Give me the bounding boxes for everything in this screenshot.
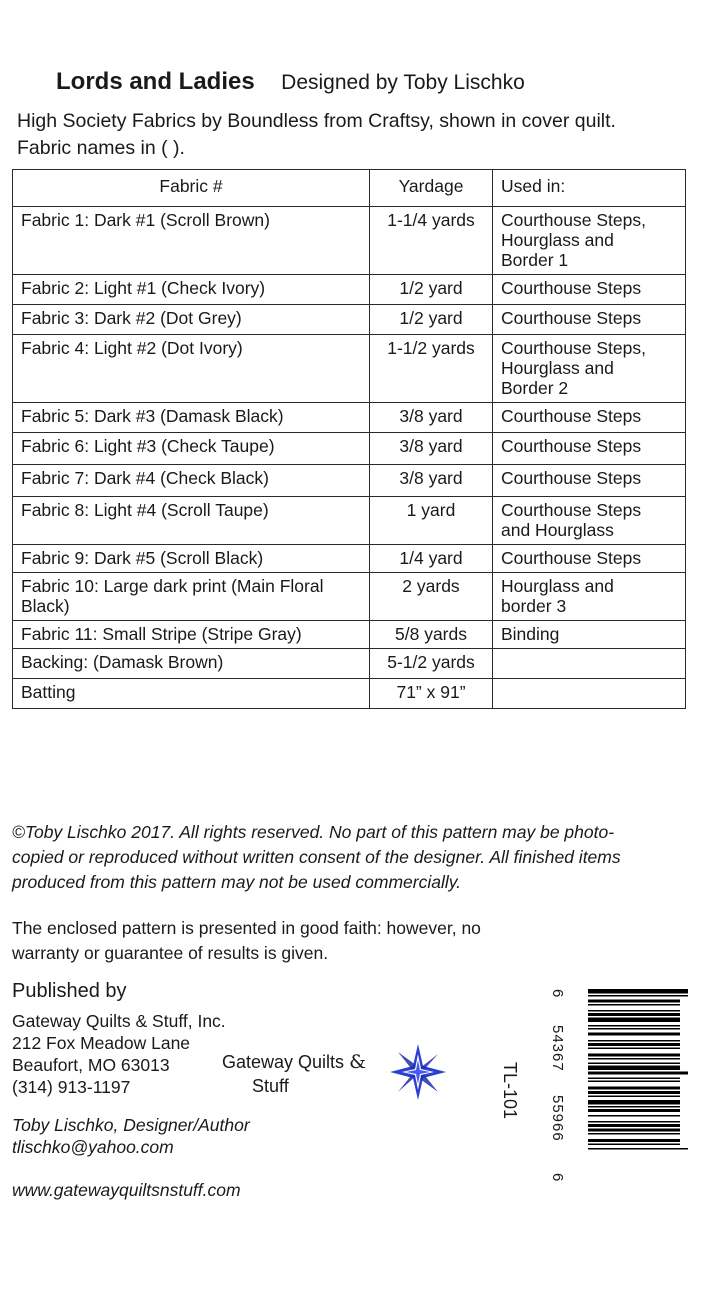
- copyright-notice: [12, 820, 702, 895]
- used-in-cell: [493, 545, 686, 573]
- barcode-bar: [588, 1124, 680, 1127]
- designer-name: Toby Lischko, Designer/Author: [12, 1115, 250, 1135]
- used-in-cell: [493, 497, 686, 545]
- logo-text: [222, 1050, 366, 1098]
- logo-line-2: Stuff: [252, 1076, 289, 1096]
- barcode-bar: [588, 1081, 680, 1083]
- yardage-cell: 1/2 yard: [370, 305, 493, 335]
- used-in-line: Courthouse Steps: [501, 278, 642, 298]
- barcode-bar: [588, 1139, 680, 1142]
- barcode-bar: [588, 1063, 680, 1065]
- used-in-cell: [493, 621, 686, 649]
- disclaimer-line-1: The enclosed pattern is presented in good faith: however, no: [12, 918, 481, 938]
- barcode-bar: [588, 1033, 680, 1036]
- barcode-digit-last: 6: [549, 1173, 566, 1183]
- logo-ampersand: &: [349, 1051, 366, 1073]
- barcode-bar: [588, 1115, 680, 1117]
- barcode-bar: [588, 1000, 680, 1003]
- header-fabric: Fabric #: [13, 170, 370, 207]
- designer-email: tlischko@yahoo.com: [12, 1137, 174, 1157]
- used-in-line: Courthouse Steps: [501, 308, 642, 328]
- yardage-cell: 1-1/4 yards: [370, 207, 493, 275]
- used-in-line: Hourglass and: [501, 576, 614, 596]
- fabric-table-body: [13, 207, 686, 709]
- pattern-title: Lords and Ladies: [56, 68, 255, 95]
- used-in-cell: [493, 305, 686, 335]
- barcode-bar: [588, 1144, 680, 1146]
- table-row: [13, 275, 686, 305]
- title-row: [56, 68, 525, 96]
- publisher-address: [12, 1010, 226, 1098]
- barcode-bar: [588, 1096, 680, 1098]
- barcode-bar: [588, 1054, 680, 1057]
- intro-text: [17, 108, 717, 162]
- barcode-bar: [588, 1028, 680, 1030]
- publisher-city: Beaufort, MO 63013: [12, 1055, 170, 1075]
- barcode-bar: [588, 1109, 680, 1112]
- used-in-line: [501, 652, 677, 672]
- yardage-cell: 2 yards: [370, 573, 493, 621]
- used-in-line: Courthouse Steps: [501, 500, 642, 520]
- header-yardage: Yardage: [370, 170, 493, 207]
- fabric-cell: Fabric 2: Light #1 (Check Ivory): [13, 275, 370, 305]
- used-in-line: Hourglass and: [501, 230, 614, 250]
- used-in-cell: [493, 335, 686, 403]
- intro-line-2: Fabric names in ( ).: [17, 137, 185, 159]
- barcode-digit-first: 6: [549, 989, 566, 999]
- barcode-bar: [588, 1072, 688, 1075]
- barcode-bar: [588, 1129, 680, 1132]
- table-row: [13, 335, 686, 403]
- header-used-in: Used in:: [493, 170, 686, 207]
- yardage-cell: 3/8 yard: [370, 465, 493, 497]
- barcode-bar: [588, 1100, 680, 1105]
- yardage-cell: 1-1/2 yards: [370, 335, 493, 403]
- barcode-bar: [588, 1087, 680, 1090]
- used-in-cell: [493, 207, 686, 275]
- barcode-bar: [588, 1133, 680, 1135]
- barcode: [548, 985, 688, 1205]
- fabric-table: [12, 169, 686, 709]
- fabric-cell: Fabric 9: Dark #5 (Scroll Black): [13, 545, 370, 573]
- table-row: [13, 649, 686, 679]
- used-in-cell: [493, 465, 686, 497]
- table-row: [13, 621, 686, 649]
- barcode-bar: [588, 1048, 680, 1050]
- barcode-bar: [588, 1091, 680, 1094]
- used-in-line: Courthouse Steps: [501, 406, 642, 426]
- barcode-bar: [588, 1018, 680, 1023]
- disclaimer-line-2: warranty or guarantee of results is given.: [12, 943, 329, 963]
- barcode-bar: [588, 1121, 680, 1123]
- table-row: [13, 305, 686, 335]
- table-row: [13, 679, 686, 709]
- fabric-cell: Fabric 6: Light #3 (Check Taupe): [13, 433, 370, 465]
- barcode-bar: [588, 1004, 680, 1006]
- star-logo-icon: [390, 1044, 446, 1100]
- barcode-bar: [588, 1066, 680, 1071]
- used-in-line: Courthouse Steps,: [501, 210, 646, 230]
- used-in-line: Hourglass and: [501, 358, 614, 378]
- used-in-line: Courthouse Steps: [501, 436, 642, 456]
- barcode-bar: [588, 1058, 680, 1060]
- table-row: [13, 573, 686, 621]
- yardage-cell: 3/8 yard: [370, 433, 493, 465]
- used-in-line: Courthouse Steps: [501, 468, 642, 488]
- publisher-logo: [222, 1050, 452, 1110]
- barcode-bar: [588, 989, 688, 994]
- used-in-cell: [493, 679, 686, 709]
- disclaimer: [12, 916, 612, 966]
- intro-line-1: High Society Fabrics by Boundless from Craftsy, shown in cover quilt.: [17, 110, 616, 132]
- fabric-cell: Fabric 1: Dark #1 (Scroll Brown): [13, 207, 370, 275]
- barcode-group-2: 55966: [549, 1095, 566, 1142]
- table-row: [13, 497, 686, 545]
- copyright-line-3: produced from this pattern may not be used commercially.: [12, 872, 462, 892]
- barcode-bar: [588, 1148, 688, 1150]
- barcode-bar: [588, 1043, 680, 1046]
- table-row: [13, 433, 686, 465]
- barcode-bar: [588, 1010, 680, 1012]
- sku-code: TL-101: [500, 1062, 520, 1120]
- fabric-cell: Fabric 5: Dark #3 (Damask Black): [13, 403, 370, 433]
- designer-info: [12, 1114, 250, 1158]
- used-in-cell: [493, 573, 686, 621]
- yardage-cell: 1/2 yard: [370, 275, 493, 305]
- used-in-line: Courthouse Steps,: [501, 338, 646, 358]
- table-header-row: [13, 170, 686, 207]
- barcode-bar: [588, 1040, 680, 1042]
- fabric-cell: Fabric 3: Dark #2 (Dot Grey): [13, 305, 370, 335]
- used-in-line: Border 2: [501, 378, 569, 398]
- publisher-phone: (314) 913-1197: [12, 1077, 131, 1097]
- published-by-heading: Published by: [12, 980, 127, 1002]
- fabric-cell: Fabric 4: Light #2 (Dot Ivory): [13, 335, 370, 403]
- fabric-cell: Backing: (Damask Brown): [13, 649, 370, 679]
- barcode-bars: [548, 985, 688, 1205]
- table-row: [13, 403, 686, 433]
- fabric-cell: Batting: [13, 679, 370, 709]
- fabric-cell: Fabric 10: Large dark print (Main Floral Black): [13, 573, 370, 621]
- yardage-cell: 3/8 yard: [370, 403, 493, 433]
- publisher-name: Gateway Quilts & Stuff, Inc.: [12, 1011, 226, 1031]
- barcode-bar: [588, 1106, 680, 1108]
- used-in-line: border 3: [501, 596, 567, 616]
- publisher-street: 212 Fox Meadow Lane: [12, 1033, 191, 1053]
- table-row: [13, 207, 686, 275]
- website: www.gatewayquiltsnstuff.com: [12, 1180, 241, 1200]
- yardage-cell: 1 yard: [370, 497, 493, 545]
- used-in-line: [501, 682, 677, 702]
- table-row: [13, 465, 686, 497]
- yardage-cell: 5-1/2 yards: [370, 649, 493, 679]
- fabric-cell: Fabric 11: Small Stripe (Stripe Gray): [13, 621, 370, 649]
- yardage-cell: 5/8 yards: [370, 621, 493, 649]
- barcode-group-1: 54367: [549, 1025, 566, 1072]
- used-in-line: Border 1: [501, 250, 569, 270]
- barcode-bar: [588, 1013, 680, 1016]
- yardage-cell: 71” x 91”: [370, 679, 493, 709]
- used-in-line: Courthouse Steps: [501, 548, 642, 568]
- fabric-cell: Fabric 7: Dark #4 (Check Black): [13, 465, 370, 497]
- copyright-line-2: copied or reproduced without written consent of the designer. All finished items: [12, 847, 621, 867]
- logo-line-1: Gateway Quilts: [222, 1052, 345, 1072]
- copyright-line-1: ©Toby Lischko 2017. All rights reserved. No part of this pattern may be photo-: [12, 822, 615, 842]
- used-in-line: Binding: [501, 624, 560, 644]
- used-in-cell: [493, 403, 686, 433]
- fabric-cell: Fabric 8: Light #4 (Scroll Taupe): [13, 497, 370, 545]
- designer-credit: Designed by Toby Lischko: [281, 71, 525, 94]
- used-in-cell: [493, 649, 686, 679]
- barcode-bar: [588, 1025, 680, 1027]
- barcode-bar: [588, 995, 688, 997]
- table-row: [13, 545, 686, 573]
- barcode-bar: [588, 1078, 680, 1080]
- used-in-cell: [493, 433, 686, 465]
- yardage-cell: 1/4 yard: [370, 545, 493, 573]
- used-in-cell: [493, 275, 686, 305]
- used-in-line: and Hourglass: [501, 520, 614, 540]
